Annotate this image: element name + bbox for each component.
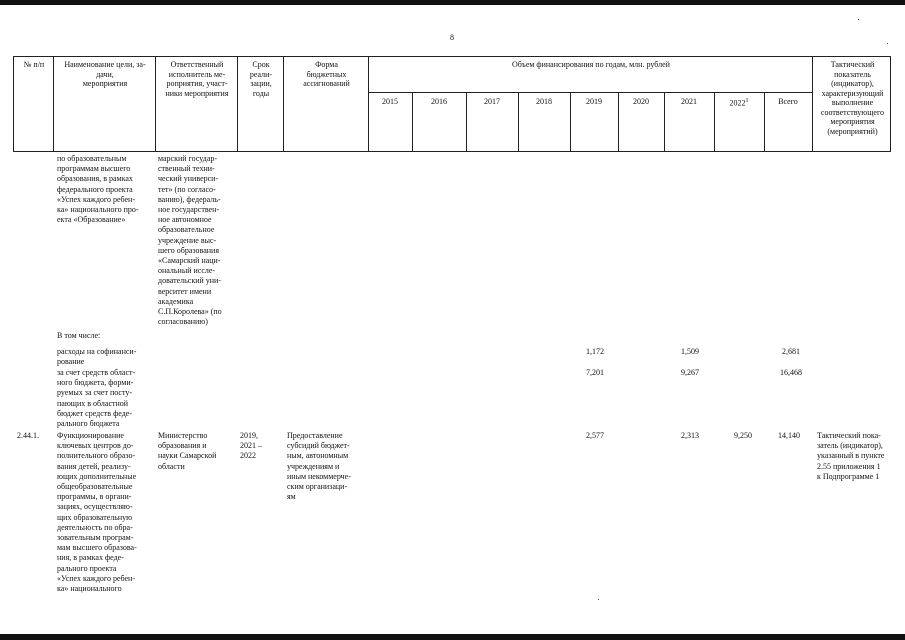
row-2-44-1-executor: Министерство образования и науки Самарской области <box>158 431 217 471</box>
header-form: Форма бюджетных ассигнований <box>303 60 350 88</box>
header-financing: Объем финансирования по годам, млн. рублей <box>512 60 670 69</box>
top-border <box>0 0 905 5</box>
continued-name: по образовательным программам высшего образования, в рамках федерального проекта «Успех каждого ребен- ка» национального про- екта «Образование» <box>57 154 139 225</box>
header-term: Срок реали- зации, годы <box>249 60 273 98</box>
row-2-44-1-form: Предоставление субсидий бюджет- ным, автономным учреждениям и иным некоммерче- ским организаци- ям <box>287 431 351 502</box>
subrow-regional-2021: 9,267 <box>681 368 699 377</box>
subrow-cofinancing-name: расходы на софинанси- рование <box>57 347 137 367</box>
header-executor: Ответственный исполнитель ме- роприятия, участ- ники мероприятия <box>165 60 229 98</box>
subrow-regional-2019: 7,201 <box>586 368 604 377</box>
year-2022: 2022$^1$ <box>729 98 749 108</box>
bottom-border <box>0 634 905 640</box>
year-2017: 2017 <box>484 97 500 106</box>
row-2-44-1-num: 2.44.1. <box>17 431 39 440</box>
row-2-44-1-total: 14,140 <box>778 431 800 440</box>
scan-speck <box>887 43 888 44</box>
row-2-44-1-indicator: Тактический пока- затель (индикатор), указанный в пункте 2.55 приложения 1 к Подпрограмме 1 <box>817 431 885 481</box>
including-label: В том числе: <box>57 331 101 340</box>
subrow-cofinancing-total: 2,681 <box>782 347 800 356</box>
row-2-44-1-2021: 2,313 <box>681 431 699 440</box>
row-2-44-1-term: 2019, 2021 – 2022 <box>240 431 262 461</box>
year-2016: 2016 <box>431 97 447 106</box>
continued-executor: марский государ- ственный техни- ческий универси- тет» (по согласо- ванию), федераль- ное государствен- ное автономное образовательное учреждение выс- шего образования «Самарский наци- ональный иссле- довательский уни- верситет имени академика С.П.Королева» (по согласованию) <box>158 154 222 327</box>
row-2-44-1-name: Функционирование ключевых центров до- полнительного образо- вания детей, реализу- ющих дополнительные общеобразовательные программы, в органи- зациях, осуществляю- щих образовательную деятельность по обра- зовательным програм- мам высшего образова- ния, в рамках феде- рального проекта «Успех каждого ребен- ка» национального <box>57 431 137 594</box>
row-2-44-1-2019: 2,577 <box>586 431 604 440</box>
year-2018: 2018 <box>536 97 552 106</box>
year-2020: 2020 <box>633 97 649 106</box>
year-2021: 2021 <box>681 97 697 106</box>
header-num: № п/п <box>23 60 45 69</box>
subrow-cofinancing-2019: 1,172 <box>586 347 604 356</box>
row-2-44-1-2022: 9,250 <box>734 431 752 440</box>
year-2015: 2015 <box>382 97 398 106</box>
subrow-cofinancing-2021: 1,509 <box>681 347 699 356</box>
page-number: 8 <box>450 33 454 42</box>
subrow-regional-total: 16,468 <box>780 368 802 377</box>
year-total: Всего <box>778 97 798 106</box>
header-name: Наименование цели, за- дачи, мероприятия <box>64 60 146 88</box>
year-2019: 2019 <box>586 97 602 106</box>
header-indicator: Тактический показатель (индикатор), характеризующий выполнение соответствующего мероприятия (мероприятий) <box>820 60 885 136</box>
scan-speck <box>598 599 599 600</box>
scan-speck <box>858 19 859 20</box>
subrow-regional-name: за счет средств област- ного бюджета, форми- руемых за счет посту- пающих в областной бюджет средств феде- рального бюджета <box>57 368 136 429</box>
